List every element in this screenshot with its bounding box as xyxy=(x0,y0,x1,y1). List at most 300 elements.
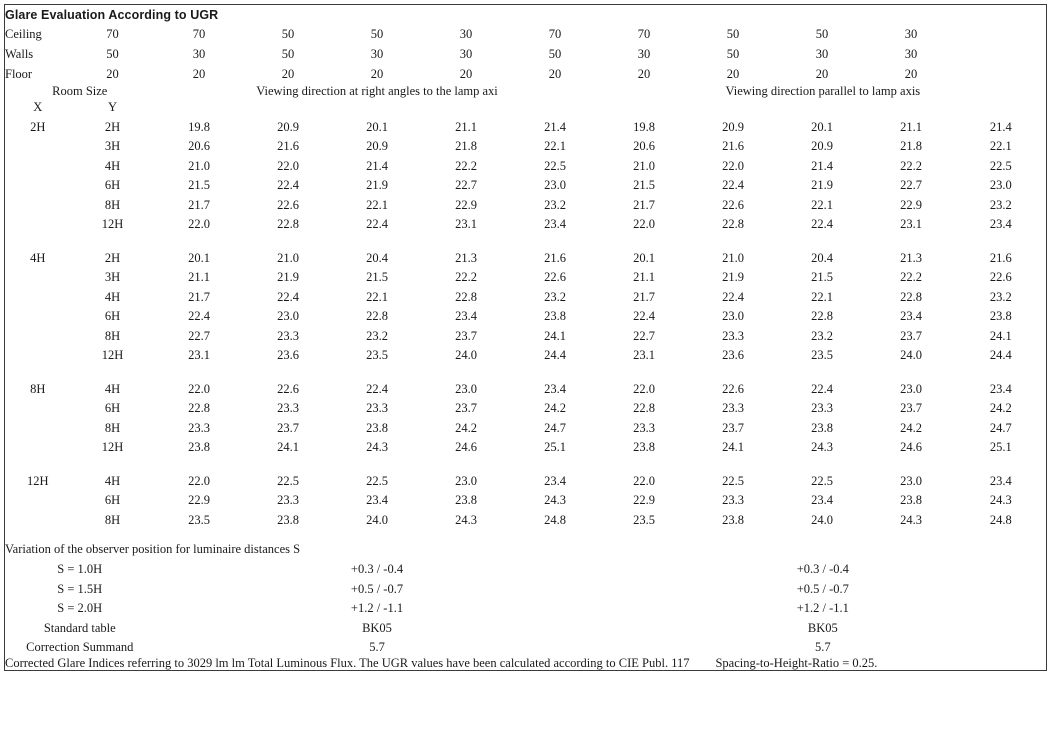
ugr-value-parallel: 22.1 xyxy=(989,139,1012,153)
ugr-value-perpendicular: 20.9 xyxy=(277,119,299,134)
table-row xyxy=(5,117,1047,137)
room-size-x: 4H xyxy=(30,250,46,265)
ugr-value-perpendicular: 24.3 xyxy=(544,493,566,507)
room-size-y: 6H xyxy=(104,309,121,323)
ugr-value-perpendicular: 23.4 xyxy=(544,473,566,488)
spacer-cell xyxy=(867,457,956,471)
spacer-cell xyxy=(511,234,600,248)
ugr-value-parallel: 22.0 xyxy=(633,381,655,396)
ugr-value-perpendicular: 23.3 xyxy=(277,493,299,507)
room-size-x xyxy=(5,438,71,458)
ugr-value-parallel: 23.1 xyxy=(633,348,655,362)
reflectance-value: 20 xyxy=(106,67,119,82)
ugr-value-perpendicular: 23.0 xyxy=(455,473,477,488)
ugr-value-parallel: 23.3 xyxy=(811,401,833,415)
ugr-value-parallel: 21.1 xyxy=(633,270,655,284)
ugr-value-perpendicular: 22.4 xyxy=(366,381,388,396)
table-row xyxy=(5,418,1047,438)
ugr-value-parallel: 22.6 xyxy=(989,270,1012,284)
ugr-value-parallel: 22.5 xyxy=(722,473,744,488)
table-row xyxy=(5,176,1047,196)
ugr-value-parallel: 21.0 xyxy=(633,158,655,173)
ugr-value-perpendicular: 22.6 xyxy=(277,381,299,396)
ugr-value-perpendicular: 24.1 xyxy=(277,440,299,454)
ugr-table-body xyxy=(5,5,1047,671)
ugr-value-parallel: 23.3 xyxy=(722,493,744,507)
ugr-value-parallel: 23.0 xyxy=(900,381,922,396)
spacer-cell xyxy=(333,530,422,540)
spacer-cell xyxy=(5,365,71,379)
ugr-value-perpendicular: 21.8 xyxy=(455,139,477,153)
ugr-value-parallel: 21.1 xyxy=(900,119,922,134)
ugr-value-parallel: 23.2 xyxy=(989,197,1012,212)
room-size-y: 2H xyxy=(104,250,121,265)
room-size-y: 12H xyxy=(101,348,124,362)
standard-table-value-parallel: BK05 xyxy=(807,620,838,635)
ugr-value-perpendicular: 23.3 xyxy=(277,328,299,343)
spacer-cell xyxy=(778,457,867,471)
reflectance-value: 30 xyxy=(459,47,473,62)
ugr-value-perpendicular: 20.4 xyxy=(366,250,388,265)
ugr-value-parallel: 23.0 xyxy=(900,473,922,488)
footer-text-primary: Corrected Glare Indices referring to 3029 lm lm Total Luminous Flux. The UGR values have been calculated according to CIE Publ. 117 xyxy=(5,656,690,670)
spacer-cell xyxy=(600,457,689,471)
reflectance-value: 50 xyxy=(370,27,384,42)
ugr-value-perpendicular: 20.1 xyxy=(188,250,210,265)
ugr-value-perpendicular: 23.7 xyxy=(455,328,477,343)
table-row xyxy=(5,268,1047,288)
ugr-value-perpendicular: 23.3 xyxy=(188,420,210,435)
ugr-value-parallel: 19.8 xyxy=(633,119,655,134)
variation-value-perpendicular: +0.3 / -0.4 xyxy=(350,562,404,576)
variation-value-parallel: +0.5 / -0.7 xyxy=(796,581,849,596)
table-row xyxy=(5,326,1047,346)
ugr-value-perpendicular: 21.5 xyxy=(188,178,210,192)
reflectance-value: 30 xyxy=(192,47,206,62)
group-spacer xyxy=(5,530,1047,540)
ugr-value-parallel: 22.4 xyxy=(633,309,655,323)
ugr-value-perpendicular: 22.1 xyxy=(366,289,388,304)
table-row xyxy=(5,491,1047,511)
reflectance-label: Ceiling xyxy=(5,27,42,42)
ugr-value-perpendicular: 23.2 xyxy=(544,197,566,212)
ugr-value-parallel: 22.4 xyxy=(722,289,744,304)
reflectance-value: 20 xyxy=(815,67,829,82)
spacer-cell xyxy=(600,234,689,248)
ugr-value-perpendicular: 21.9 xyxy=(366,178,388,192)
spacer-cell xyxy=(689,365,778,379)
variation-label: S = 1.0H xyxy=(57,562,103,576)
variation-value-perpendicular: +1.2 / -1.1 xyxy=(350,601,404,615)
ugr-value-parallel: 22.6 xyxy=(722,381,744,396)
ugr-value-parallel: 21.9 xyxy=(811,178,833,192)
ugr-value-parallel: 22.4 xyxy=(811,381,833,396)
variation-row xyxy=(5,579,1047,599)
ugr-value-perpendicular: 21.3 xyxy=(455,250,477,265)
ugr-value-parallel: 23.5 xyxy=(811,348,833,362)
ugr-value-parallel: 21.4 xyxy=(989,119,1012,134)
ugr-value-perpendicular: 22.5 xyxy=(544,158,566,173)
room-size-y: 4H xyxy=(104,381,121,396)
ugr-value-perpendicular: 20.6 xyxy=(188,139,210,153)
ugr-value-parallel: 24.2 xyxy=(989,401,1012,415)
ugr-value-perpendicular: 23.4 xyxy=(366,493,388,507)
spacer-cell xyxy=(244,530,333,540)
spacer-cell xyxy=(778,530,867,540)
ugr-value-perpendicular: 22.5 xyxy=(366,473,388,488)
ugr-value-perpendicular: 23.8 xyxy=(455,493,477,507)
spacer-cell xyxy=(244,457,333,471)
spacer-cell xyxy=(867,530,956,540)
room-size-y: 8H xyxy=(104,197,121,212)
ugr-value-parallel: 24.1 xyxy=(989,328,1012,343)
ugr-value-perpendicular: 22.0 xyxy=(188,473,210,488)
ugr-value-parallel: 22.9 xyxy=(633,493,655,507)
ugr-value-perpendicular: 21.1 xyxy=(188,270,210,284)
room-size-x xyxy=(5,418,71,438)
ugr-value-parallel: 23.7 xyxy=(722,420,744,435)
ugr-value-perpendicular: 22.6 xyxy=(277,197,299,212)
spacer-cell xyxy=(71,530,155,540)
ugr-value-perpendicular: 23.4 xyxy=(544,381,566,396)
ugr-value-parallel: 22.2 xyxy=(900,158,922,173)
spacer-cell xyxy=(511,365,600,379)
spacer-cell xyxy=(956,457,1047,471)
ugr-table xyxy=(4,4,1047,671)
room-size-header: Room Size xyxy=(52,83,108,98)
reflectance-value: 50 xyxy=(815,27,829,42)
ugr-value-perpendicular: 23.8 xyxy=(277,512,299,527)
ugr-value-parallel: 21.6 xyxy=(989,250,1012,265)
ugr-value-perpendicular: 23.6 xyxy=(277,348,299,362)
ugr-value-parallel: 23.2 xyxy=(989,289,1012,304)
standard-table-value-perpendicular: BK05 xyxy=(362,620,392,635)
ugr-value-parallel: 21.5 xyxy=(811,270,833,284)
ugr-value-perpendicular: 22.8 xyxy=(188,401,210,415)
room-size-y: 4H xyxy=(104,158,121,173)
ugr-value-parallel: 20.9 xyxy=(722,119,744,134)
spacer-cell xyxy=(244,234,333,248)
footer-row xyxy=(5,657,1047,670)
ugr-value-perpendicular: 22.1 xyxy=(544,139,566,153)
variation-label: S = 2.0H xyxy=(57,601,103,615)
ugr-value-perpendicular: 22.8 xyxy=(455,289,477,304)
room-size-x xyxy=(5,156,71,176)
ugr-value-parallel: 21.9 xyxy=(722,270,744,284)
ugr-value-parallel: 22.5 xyxy=(811,473,833,488)
variation-heading-row xyxy=(5,540,1047,560)
reflectance-value: 20 xyxy=(726,67,740,82)
room-size-y: 6H xyxy=(104,493,121,507)
ugr-value-parallel: 22.4 xyxy=(811,217,833,231)
footer-text-secondary: Spacing-to-Height-Ratio = 0.25. xyxy=(715,656,878,670)
table-row xyxy=(5,510,1047,530)
spacer-cell xyxy=(244,97,333,117)
ugr-value-perpendicular: 22.0 xyxy=(188,381,210,396)
ugr-value-parallel: 22.2 xyxy=(900,270,922,284)
ugr-value-parallel: 20.9 xyxy=(811,139,833,153)
ugr-value-parallel: 20.6 xyxy=(633,139,655,153)
ugr-value-perpendicular: 24.2 xyxy=(544,401,566,415)
direction-header-parallel: Viewing direction parallel to lamp axis xyxy=(725,83,921,98)
ugr-value-perpendicular: 21.7 xyxy=(188,197,210,212)
ugr-value-parallel: 23.0 xyxy=(722,309,744,323)
spacer-cell xyxy=(956,97,1047,117)
spacer-cell xyxy=(422,457,511,471)
ugr-value-perpendicular: 22.4 xyxy=(277,178,299,192)
ugr-value-parallel: 24.1 xyxy=(722,440,744,454)
ugr-value-perpendicular: 24.2 xyxy=(455,420,477,435)
ugr-value-parallel: 21.6 xyxy=(722,139,744,153)
ugr-value-perpendicular: 23.1 xyxy=(455,217,477,231)
spacer-cell xyxy=(422,530,511,540)
spacer-cell xyxy=(778,234,867,248)
ugr-value-parallel: 23.7 xyxy=(900,401,922,415)
spacer-cell xyxy=(333,457,422,471)
ugr-value-perpendicular: 21.6 xyxy=(544,250,566,265)
table-row xyxy=(5,379,1047,399)
ugr-value-parallel: 20.1 xyxy=(811,119,833,134)
ugr-value-parallel: 22.5 xyxy=(989,158,1012,173)
reflectance-label: Floor xyxy=(5,67,33,82)
ugr-value-perpendicular: 25.1 xyxy=(544,440,566,454)
ugr-value-perpendicular: 22.6 xyxy=(544,270,566,284)
ugr-value-perpendicular: 23.5 xyxy=(366,348,388,362)
ugr-value-parallel: 23.8 xyxy=(633,440,655,454)
ugr-value-parallel: 23.8 xyxy=(900,493,922,507)
ugr-value-parallel: 22.1 xyxy=(811,289,833,304)
ugr-value-parallel: 22.8 xyxy=(811,309,833,323)
ugr-value-perpendicular: 23.2 xyxy=(544,289,566,304)
reflectance-value: 20 xyxy=(548,67,562,82)
room-size-y: 4H xyxy=(104,289,121,304)
ugr-value-perpendicular: 21.5 xyxy=(366,270,388,284)
ugr-value-parallel: 22.0 xyxy=(722,158,744,173)
reflectance-value: 30 xyxy=(904,27,918,42)
ugr-value-parallel: 21.0 xyxy=(722,250,744,265)
room-size-x xyxy=(5,307,71,327)
ugr-value-parallel: 22.7 xyxy=(633,328,655,343)
room-size-x xyxy=(5,215,71,235)
ugr-value-perpendicular: 23.4 xyxy=(544,217,566,231)
table-row xyxy=(5,195,1047,215)
ugr-value-parallel: 24.3 xyxy=(989,493,1012,507)
ugr-value-parallel: 23.7 xyxy=(900,328,922,343)
room-size-y: 3H xyxy=(104,270,121,284)
spacer-cell xyxy=(956,45,1047,65)
ugr-value-perpendicular: 22.7 xyxy=(188,328,210,343)
spacer-cell xyxy=(155,457,244,471)
reflectance-label: Walls xyxy=(5,47,34,62)
ugr-value-parallel: 23.8 xyxy=(989,309,1012,323)
spacer-cell xyxy=(956,365,1047,379)
axis-header-row xyxy=(5,97,1047,117)
ugr-value-parallel: 21.5 xyxy=(633,178,655,192)
ugr-value-perpendicular: 22.5 xyxy=(277,473,299,488)
room-size-y: 8H xyxy=(104,420,121,435)
reflectance-value: 70 xyxy=(637,27,651,42)
ugr-value-parallel: 22.8 xyxy=(633,401,655,415)
ugr-value-parallel: 23.5 xyxy=(633,512,655,527)
spacer-cell xyxy=(5,530,71,540)
ugr-value-perpendicular: 21.7 xyxy=(188,289,210,304)
ugr-value-perpendicular: 24.7 xyxy=(544,420,566,435)
ugr-value-parallel: 20.1 xyxy=(633,250,655,265)
ugr-value-perpendicular: 21.1 xyxy=(455,119,477,134)
spacer-cell xyxy=(244,365,333,379)
ugr-value-perpendicular: 21.4 xyxy=(366,158,388,173)
ugr-value-perpendicular: 22.9 xyxy=(188,493,210,507)
ugr-value-perpendicular: 23.3 xyxy=(277,401,299,415)
group-spacer xyxy=(5,365,1047,379)
ugr-value-perpendicular: 21.9 xyxy=(277,270,299,284)
reflectance-value: 20 xyxy=(192,67,206,82)
table-row xyxy=(5,438,1047,458)
spacer-cell xyxy=(422,365,511,379)
ugr-value-perpendicular: 22.2 xyxy=(455,270,477,284)
table-row xyxy=(5,215,1047,235)
spacer-cell xyxy=(956,25,1047,45)
ugr-value-perpendicular: 22.2 xyxy=(455,158,477,173)
ugr-value-parallel: 23.4 xyxy=(989,381,1012,396)
ugr-value-parallel: 23.1 xyxy=(900,217,922,231)
reflectance-value: 30 xyxy=(904,47,918,62)
ugr-value-perpendicular: 23.8 xyxy=(366,420,388,435)
spacer-cell xyxy=(867,97,956,117)
ugr-value-perpendicular: 22.8 xyxy=(277,217,299,231)
ugr-value-perpendicular: 23.0 xyxy=(277,309,299,323)
variation-value-parallel: +0.3 / -0.4 xyxy=(796,562,849,576)
reflectance-value: 70 xyxy=(548,27,562,42)
reflectance-value: 50 xyxy=(726,47,740,62)
ugr-value-perpendicular: 24.0 xyxy=(455,348,477,362)
spacer-cell xyxy=(956,65,1047,85)
correction-summand-value-perpendicular: 5.7 xyxy=(369,640,385,654)
group-spacer xyxy=(5,234,1047,248)
ugr-value-perpendicular: 22.4 xyxy=(366,217,388,231)
spacer-cell xyxy=(867,365,956,379)
spacer-cell xyxy=(511,530,600,540)
ugr-value-parallel: 22.8 xyxy=(722,217,744,231)
ugr-value-parallel: 23.3 xyxy=(633,420,655,435)
ugr-value-perpendicular: 22.4 xyxy=(188,309,210,323)
ugr-value-parallel: 23.3 xyxy=(722,401,744,415)
room-size-x: 8H xyxy=(30,381,46,396)
spacer-cell xyxy=(689,457,778,471)
ugr-value-perpendicular: 22.0 xyxy=(277,158,299,173)
ugr-value-parallel: 23.2 xyxy=(811,328,833,343)
footer-note xyxy=(5,657,1047,670)
spacer-cell xyxy=(689,97,778,117)
table-row xyxy=(5,471,1047,491)
ugr-value-parallel: 23.4 xyxy=(900,309,922,323)
ugr-value-parallel: 24.7 xyxy=(989,420,1012,435)
standard-table-row xyxy=(5,618,1047,638)
spacer-cell xyxy=(600,97,689,117)
spacer-cell xyxy=(333,97,422,117)
spacer-cell xyxy=(778,365,867,379)
room-size-y: 6H xyxy=(104,178,121,192)
spacer-cell xyxy=(689,234,778,248)
table-row xyxy=(5,346,1047,366)
ugr-value-perpendicular: 23.4 xyxy=(455,309,477,323)
ugr-value-parallel: 22.0 xyxy=(633,473,655,488)
variation-row xyxy=(5,599,1047,619)
ugr-value-parallel: 24.0 xyxy=(900,348,922,362)
ugr-value-perpendicular: 19.8 xyxy=(188,119,210,134)
room-size-y: 6H xyxy=(104,401,121,415)
reflectance-value: 70 xyxy=(192,27,206,42)
ugr-value-perpendicular: 22.8 xyxy=(366,309,388,323)
ugr-value-perpendicular: 23.2 xyxy=(366,328,388,343)
table-row xyxy=(5,399,1047,419)
reflectance-row xyxy=(5,65,1047,85)
ugr-value-parallel: 21.7 xyxy=(633,197,655,212)
ugr-value-parallel: 22.0 xyxy=(633,217,655,231)
ugr-value-perpendicular: 24.0 xyxy=(366,512,388,527)
ugr-value-perpendicular: 22.4 xyxy=(277,289,299,304)
room-size-x xyxy=(5,287,71,307)
ugr-value-parallel: 24.0 xyxy=(811,512,833,527)
spacer-cell xyxy=(5,234,71,248)
ugr-value-parallel: 20.4 xyxy=(811,250,833,265)
ugr-value-perpendicular: 24.4 xyxy=(544,348,566,362)
ugr-value-perpendicular: 21.0 xyxy=(188,158,210,173)
variation-value-perpendicular: +0.5 / -0.7 xyxy=(350,581,404,596)
spacer-cell xyxy=(333,234,422,248)
ugr-value-perpendicular: 22.9 xyxy=(455,197,477,212)
room-size-x xyxy=(5,491,71,511)
ugr-value-perpendicular: 21.0 xyxy=(277,250,299,265)
room-size-y: 8H xyxy=(104,512,121,527)
spacer-cell xyxy=(778,97,867,117)
spacer-cell xyxy=(71,457,155,471)
ugr-value-parallel: 21.7 xyxy=(633,289,655,304)
spacer-cell xyxy=(867,234,956,248)
direction-header-row xyxy=(5,85,1047,98)
room-size-x xyxy=(5,346,71,366)
reflectance-value: 30 xyxy=(370,47,384,62)
room-size-x xyxy=(5,137,71,157)
ugr-value-parallel: 23.6 xyxy=(722,348,744,362)
ugr-value-perpendicular: 23.1 xyxy=(188,348,210,362)
reflectance-row xyxy=(5,45,1047,65)
ugr-value-parallel: 23.4 xyxy=(989,217,1012,231)
ugr-value-parallel: 24.8 xyxy=(989,512,1012,527)
spacer-cell xyxy=(71,234,155,248)
ugr-value-perpendicular: 20.1 xyxy=(366,119,388,134)
room-size-x xyxy=(5,326,71,346)
group-spacer xyxy=(5,457,1047,471)
table-row xyxy=(5,248,1047,268)
ugr-value-parallel: 22.8 xyxy=(900,289,922,304)
ugr-value-perpendicular: 23.7 xyxy=(277,420,299,435)
ugr-value-perpendicular: 21.4 xyxy=(544,119,566,134)
ugr-value-parallel: 23.0 xyxy=(989,178,1012,192)
variation-label: S = 1.5H xyxy=(57,581,103,596)
ugr-value-perpendicular: 23.0 xyxy=(544,178,566,192)
reflectance-row xyxy=(5,25,1047,45)
ugr-value-parallel: 23.8 xyxy=(811,420,833,435)
reflectance-value: 30 xyxy=(815,47,829,62)
room-size-y: 8H xyxy=(104,328,121,343)
ugr-value-perpendicular: 22.7 xyxy=(455,178,477,192)
ugr-value-perpendicular: 22.1 xyxy=(366,197,388,212)
spacer-cell xyxy=(5,457,71,471)
spacer-cell xyxy=(956,234,1047,248)
ugr-value-parallel: 24.3 xyxy=(811,440,833,454)
reflectance-value: 20 xyxy=(904,67,918,82)
